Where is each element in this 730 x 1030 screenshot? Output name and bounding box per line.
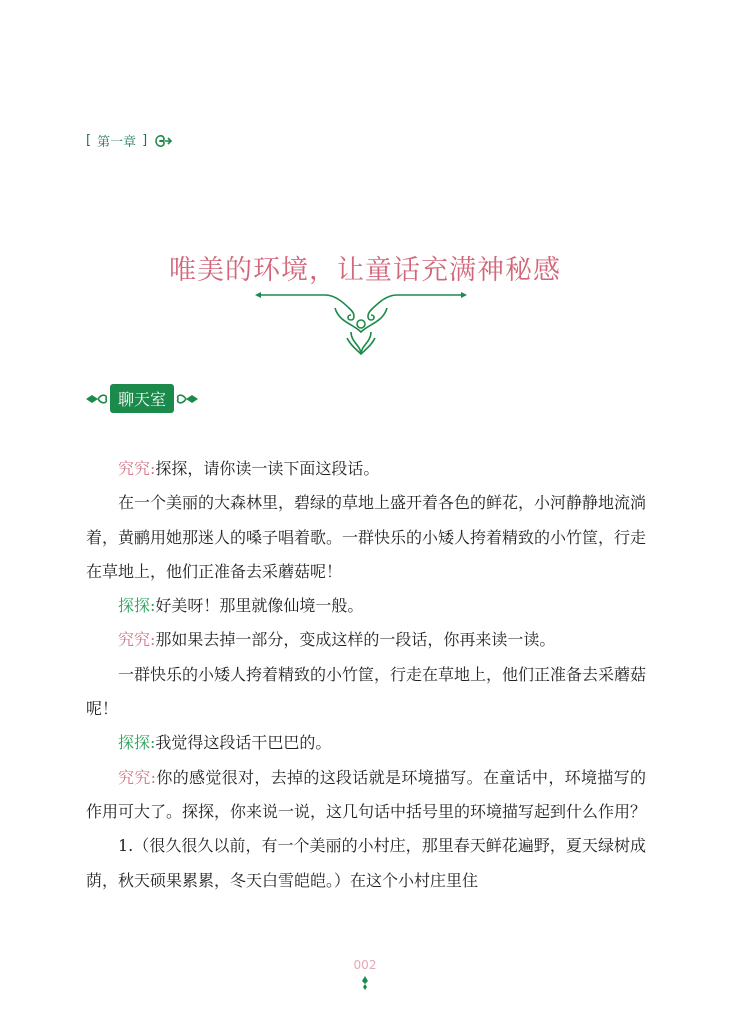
dialogue-line xyxy=(86,589,646,623)
chapter-close-bracket: ] xyxy=(142,133,148,148)
right-ornament-icon xyxy=(176,389,200,409)
line-text: 我觉得这段话干巴巴的。 xyxy=(155,733,332,753)
dialogue-line xyxy=(86,623,646,657)
line-text: 在一个美丽的大森林里，碧绿的草地上盛开着各色的鲜花，小河静静地流淌着，黄鹂用她那迷人的嗓子唱着歌。一群快乐的小矮人挎着精致的小竹筐，行走在草地上，他们正准备去采蘑菇呢！ xyxy=(86,493,647,581)
dialogue-line xyxy=(86,658,646,727)
chapter-open-bracket: [ xyxy=(86,133,92,148)
line-text: 探探，请你读一读下面这段话。 xyxy=(155,459,380,478)
line-text: 1.（很久很久以前，有一个美丽的小村庄，那里春天鲜花遍野，夏天绿树成荫，秋天硕果累累，冬天白雪皑皑。）在这个小村庄里住 xyxy=(86,836,646,890)
chapter-label: 第一章 xyxy=(97,135,137,150)
dialogue-line xyxy=(86,486,646,589)
speaker-jiujiu: 究究: xyxy=(118,630,156,650)
speaker-jiujiu: 究究: xyxy=(118,767,157,787)
dialogue-line xyxy=(86,726,646,760)
page-title: 唯美的环境，让童话充满神秘感 xyxy=(169,255,561,286)
section-label: 聊天室 xyxy=(110,384,174,413)
dialogue-line xyxy=(86,829,646,898)
dialogue-line xyxy=(86,761,646,830)
line-text: 你的感觉很对，去掉的这段话就是环境描写。在童话中，环境描写的作用可大了。探探，你来说一说，这几句话中括号里的环境描写起到什么作用？ xyxy=(86,767,647,821)
dialogue-line xyxy=(86,452,646,486)
chapter-tag xyxy=(86,131,173,150)
dialogue-body xyxy=(86,452,646,898)
page-number: 002 xyxy=(353,958,377,972)
swirl-ornament-icon xyxy=(153,132,173,150)
page-ornament-icon xyxy=(357,975,373,991)
speaker-tantan: 探探: xyxy=(118,733,156,753)
title-flourish-icon xyxy=(255,288,467,358)
line-text: 一群快乐的小矮人挎着精致的小竹筐，行走在草地上，他们正准备去采蘑菇呢！ xyxy=(86,664,647,719)
line-text: 好美呀！那里就像仙境一般。 xyxy=(155,596,364,616)
left-ornament-icon xyxy=(84,389,108,409)
section-header xyxy=(84,384,200,413)
line-text: 那如果去掉一部分，变成这样的一段话，你再来读一读。 xyxy=(155,630,556,650)
speaker-jiujiu: 究究: xyxy=(118,459,156,478)
speaker-tantan: 探探: xyxy=(118,596,156,616)
